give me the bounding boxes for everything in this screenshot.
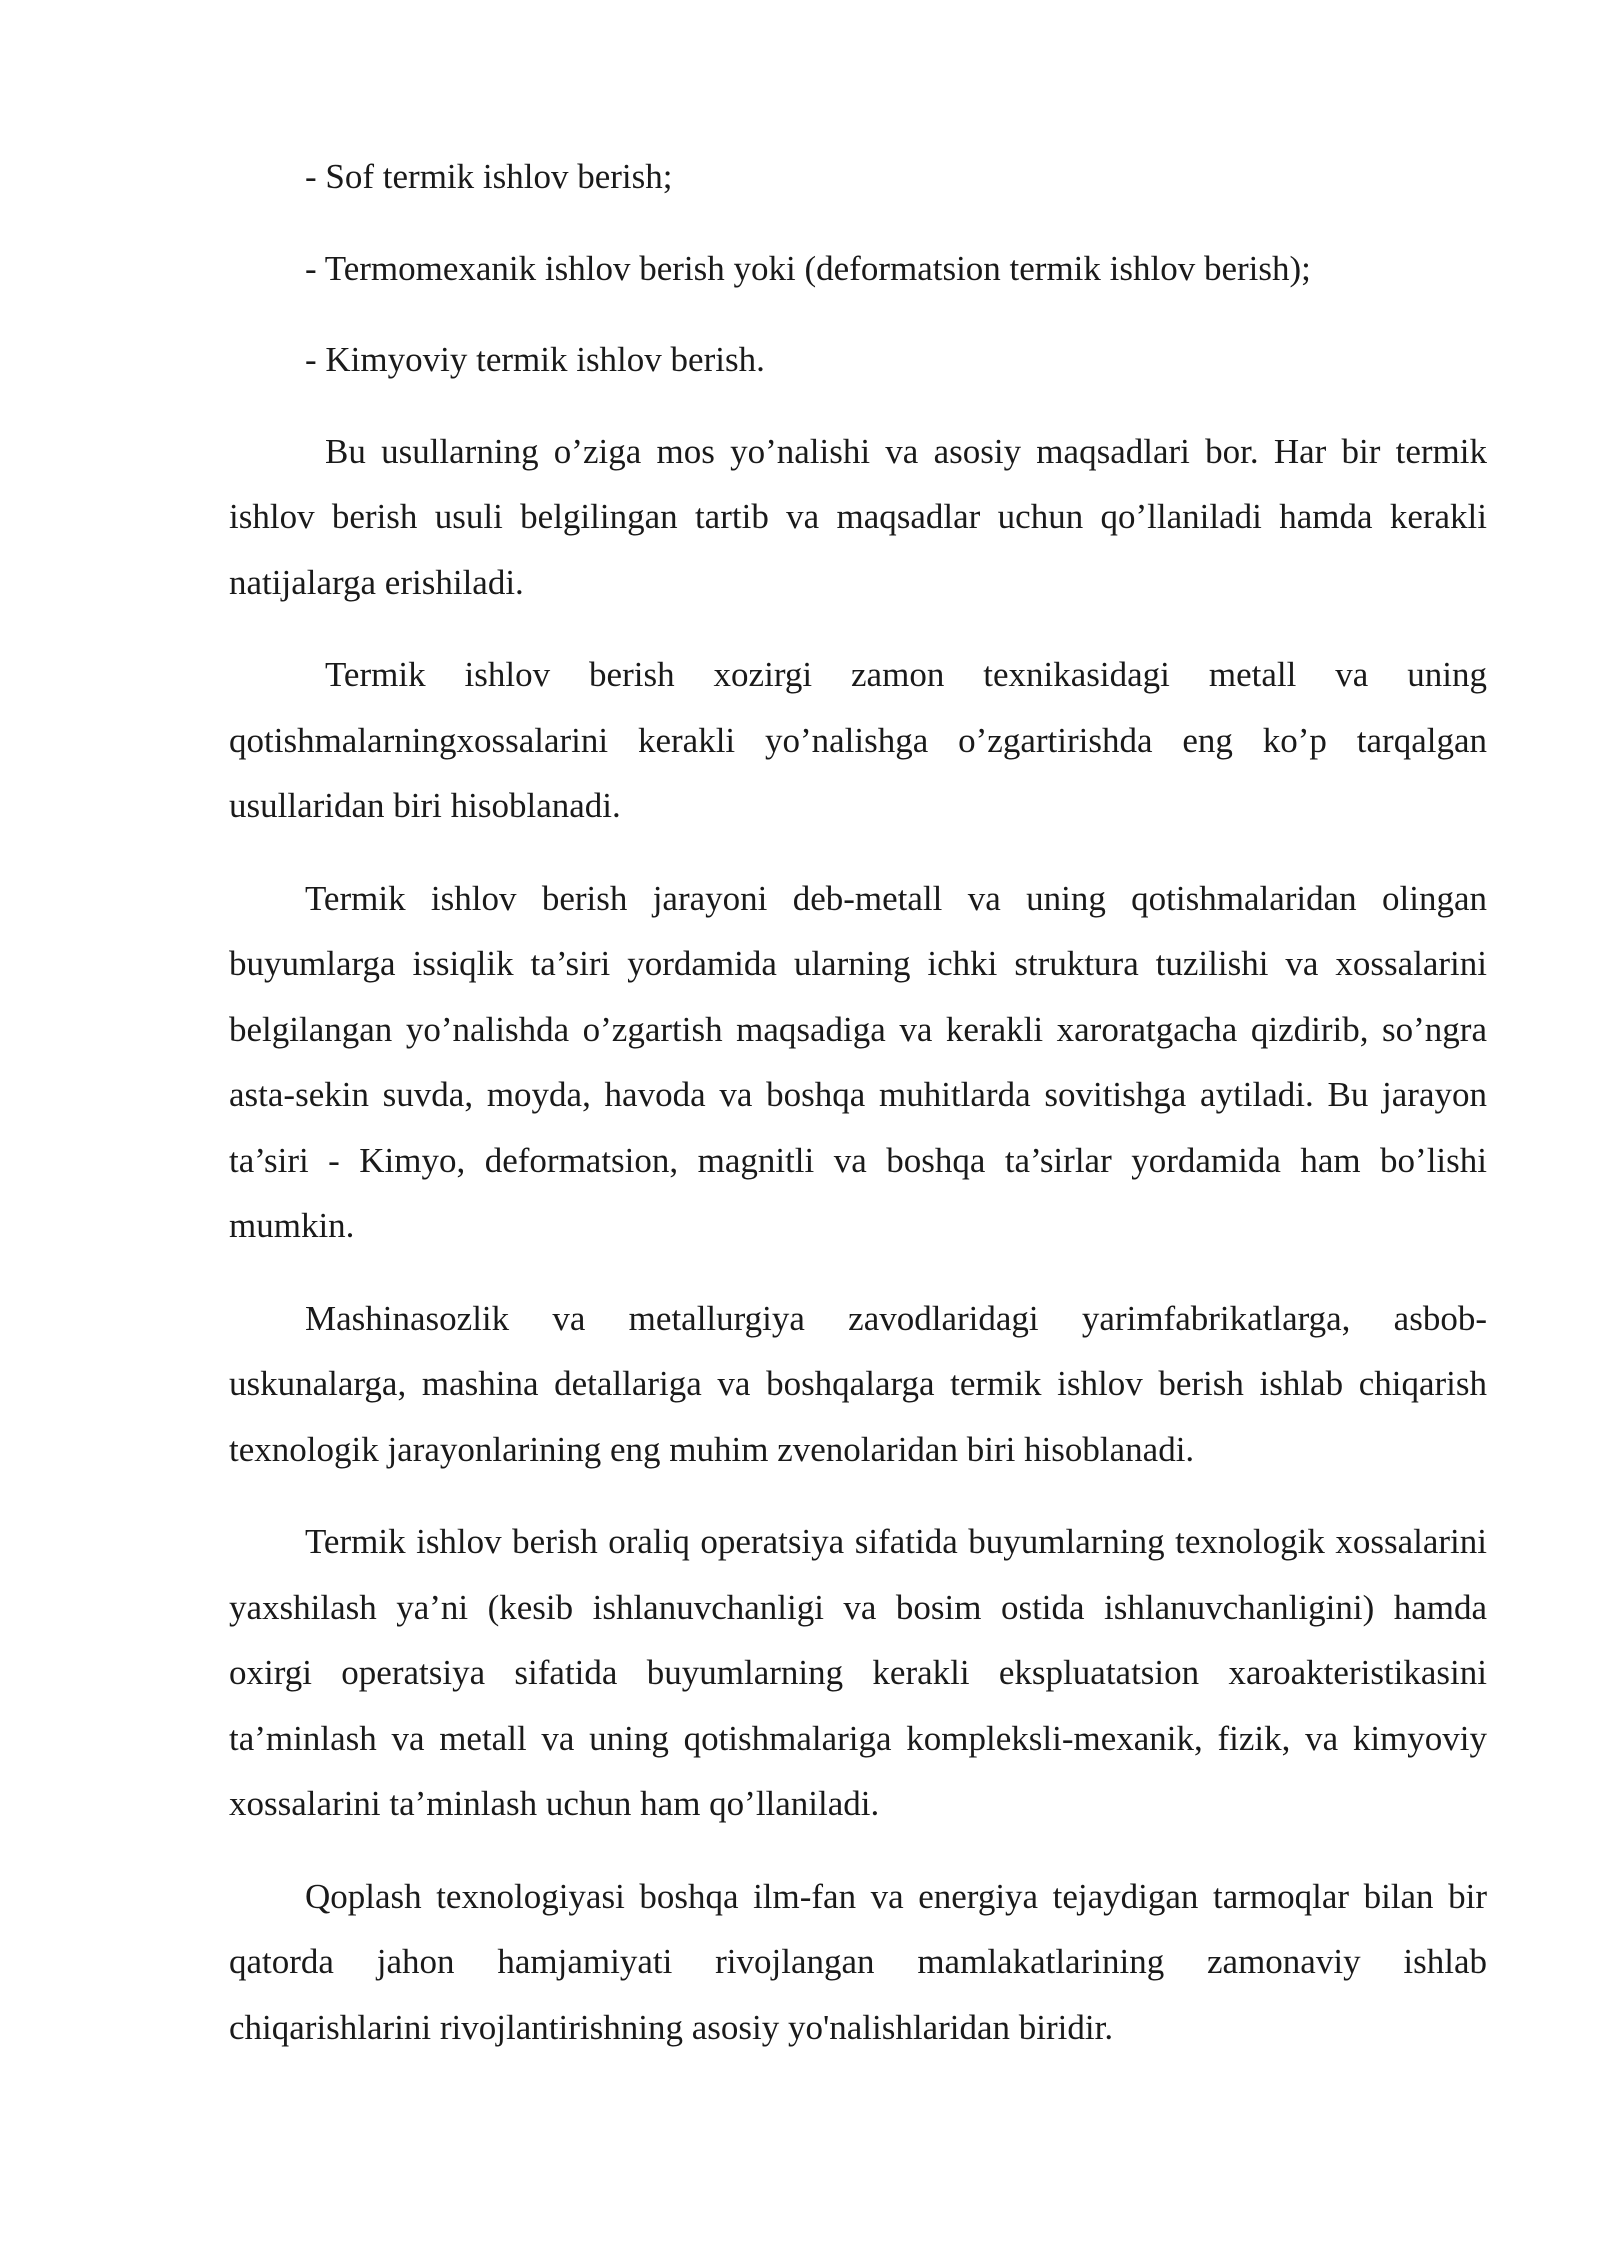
method-list-item: - Kimyoviy termik ishlov berish. xyxy=(305,340,765,379)
body-paragraph: Bu usullarning o’ziga mos yo’nalishi va asosiy maqsadlari bor. Har bir termik ishlov berish usuli belgilingan tartib va maqsadlar uchun qo’llaniladi hamda kerakli natijalarga erishiladi. xyxy=(229,431,1487,602)
method-list-item: - Sof termik ishlov berish; xyxy=(305,157,673,196)
method-list-item: - Termomexanik ishlov berish yoki (deformatsion termik ishlov berish); xyxy=(305,248,1311,288)
body-paragraph: Termik ishlov berish xozirgi zamon texnikasidagi metall va uning qotishmalarningxossalarini kerakli yo’nalishga o’zgartirishda eng ko’p tarqalgan usullaridan biri hisoblanadi. xyxy=(229,655,1487,825)
body-paragraph: Mashinasozlik va metallurgiya zavodlaridagi yarimfabrikatlarga, asbob-uskunalarga, mashina detallariga va boshqalarga termik ishlov berish ishlab chiqarish texnologik jarayonlarining eng muhim zvenolaridan biri hisoblanadi. xyxy=(229,1298,1487,1469)
document-body xyxy=(229,144,1487,2060)
body-paragraph: Termik ishlov berish oraliq operatsiya sifatida buyumlarning texnologik xossalarini yaxshilash ya’ni (kesib ishlanuvchanligi va bosim ostida ishlanuvchanligini) hamda oxirgi operatsiya sifatida buyumlarning kerakli ekspluatatsion xaroakteristikasini ta’minlash va metall va uning qotishmalariga kompleksli-mexanik, fizik, va kimyoviy xossalarini ta’minlash uchun ham qo’llaniladi. xyxy=(229,1522,1487,1823)
body-paragraph: Termik ishlov berish jarayoni deb-metall va uning qotishmalaridan olingan buyumlarga issiqlik ta’siri yordamida ularning ichki struktura tuzilishi va xossalarini belgilangan yo’nalishda o’zgartish maqsadiga va kerakli xaroratgacha qizdirib, so’ngra asta-sekin suvda, moyda, havoda va boshqa muhitlarda sovitishga aytiladi. Bu jarayon ta’siri - Kimyo, deformatsion, magnitli va boshqa ta’sirlar yordamida ham bo’lishi mumkin. xyxy=(229,878,1487,1245)
body-paragraph: Qoplash texnologiyasi boshqa ilm-fan va energiya tejaydigan tarmoqlar bilan bir qatorda jahon hamjamiyati rivojlangan mamlakatlarining zamonaviy ishlab chiqarishlarini rivojlantirishning asosiy yo'nalishlaridan biridir. xyxy=(229,1876,1487,2047)
